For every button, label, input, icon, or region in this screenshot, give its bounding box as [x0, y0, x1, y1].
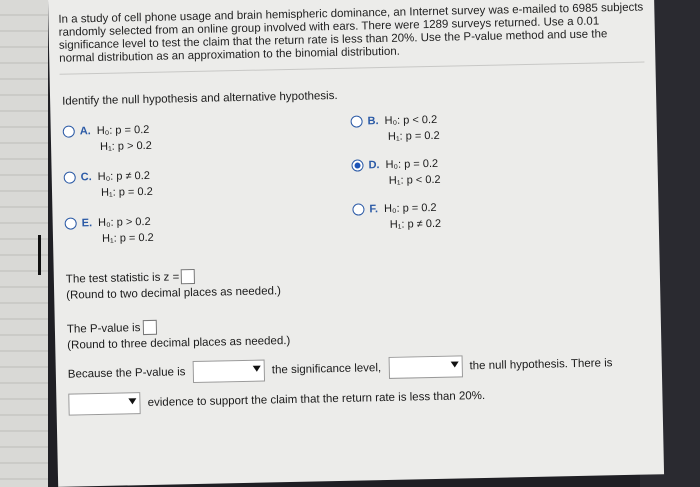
option-letter: F. [369, 203, 379, 216]
radio-icon[interactable] [352, 204, 364, 216]
hypothesis-prompt: Identify the null hypothesis and alternative hypothesis. [62, 89, 338, 108]
option-h0: H₀: p < 0.2 [384, 113, 438, 127]
pvalue-label: The P-value is [66, 322, 141, 336]
option-h0: H₀: p > 0.2 [97, 215, 151, 229]
option-f[interactable] [352, 200, 441, 234]
pvalue-row [67, 317, 291, 354]
option-c[interactable] [64, 168, 153, 202]
option-h1: H₁: p = 0.2 [101, 231, 154, 245]
left-binder-strip [0, 0, 48, 487]
conclusion-text-3: the null hypothesis. There is [469, 357, 613, 373]
option-letter: B. [367, 115, 379, 128]
option-h0: H₀: p = 0.2 [385, 157, 439, 171]
conclusion-text-2: the significance level, [271, 362, 382, 377]
option-letter: D. [368, 159, 380, 172]
option-h1: H₁: p = 0.2 [387, 129, 440, 143]
option-b[interactable] [350, 112, 439, 146]
radio-selected-icon[interactable] [351, 160, 363, 172]
option-letter: A. [79, 125, 91, 138]
radio-icon[interactable] [65, 218, 77, 230]
option-d[interactable] [351, 156, 440, 190]
evidence-dropdown[interactable] [68, 392, 140, 416]
binder-mark [38, 235, 41, 275]
conclusion-line-2 [68, 385, 485, 416]
pvalue-comparison-dropdown[interactable] [192, 360, 264, 384]
radio-icon[interactable] [350, 116, 362, 128]
option-h1: H₁: p = 0.2 [100, 185, 153, 199]
option-letter: C. [80, 171, 92, 184]
dropdown-arrow-icon [253, 366, 261, 372]
option-letter: E. [81, 217, 93, 230]
option-e[interactable] [65, 214, 154, 248]
radio-icon[interactable] [64, 172, 76, 184]
option-h1: H₁: p ≠ 0.2 [389, 217, 442, 231]
conclusion-line-1 [68, 352, 613, 385]
option-h1: H₁: p > 0.2 [99, 139, 152, 153]
conclusion-text-1: Because the P-value is [67, 366, 186, 381]
test-statistic-label: The test statistic is z = [65, 271, 180, 286]
question-page [48, 0, 664, 487]
radio-icon[interactable] [63, 126, 75, 138]
option-h0: H₀: p = 0.2 [96, 123, 150, 138]
test-statistic-input[interactable] [181, 269, 195, 284]
option-h0: H₀: p = 0.2 [383, 201, 437, 216]
pvalue-hint: (Round to three decimal places as needed.) [67, 335, 291, 352]
decision-dropdown[interactable] [388, 355, 462, 379]
test-statistic-hint: (Round to two decimal places as needed.) [66, 285, 282, 302]
option-h0: H₀: p ≠ 0.2 [97, 169, 151, 183]
problem-text: In a study of cell phone usage and brain hemispheric dominance, an Internet survey was e-mailed to 6985 subjects randomly selected from an online group involved with ears. There were 1289 surveys returned. Use a 0.01 significance level to test the claim that the return rate is less than 20%. Use the P-value method and use the normal distribution as an approximation to the binomial distribution. [58, 1, 644, 65]
dropdown-arrow-icon [450, 361, 458, 367]
pvalue-input[interactable] [142, 320, 156, 335]
conclusion-text-4: evidence to support the claim that the return rate is less than 20%. [147, 389, 486, 410]
option-a[interactable] [63, 122, 152, 156]
test-statistic-row [66, 267, 281, 303]
dropdown-arrow-icon [128, 398, 136, 404]
option-h1: H₁: p < 0.2 [388, 173, 441, 187]
